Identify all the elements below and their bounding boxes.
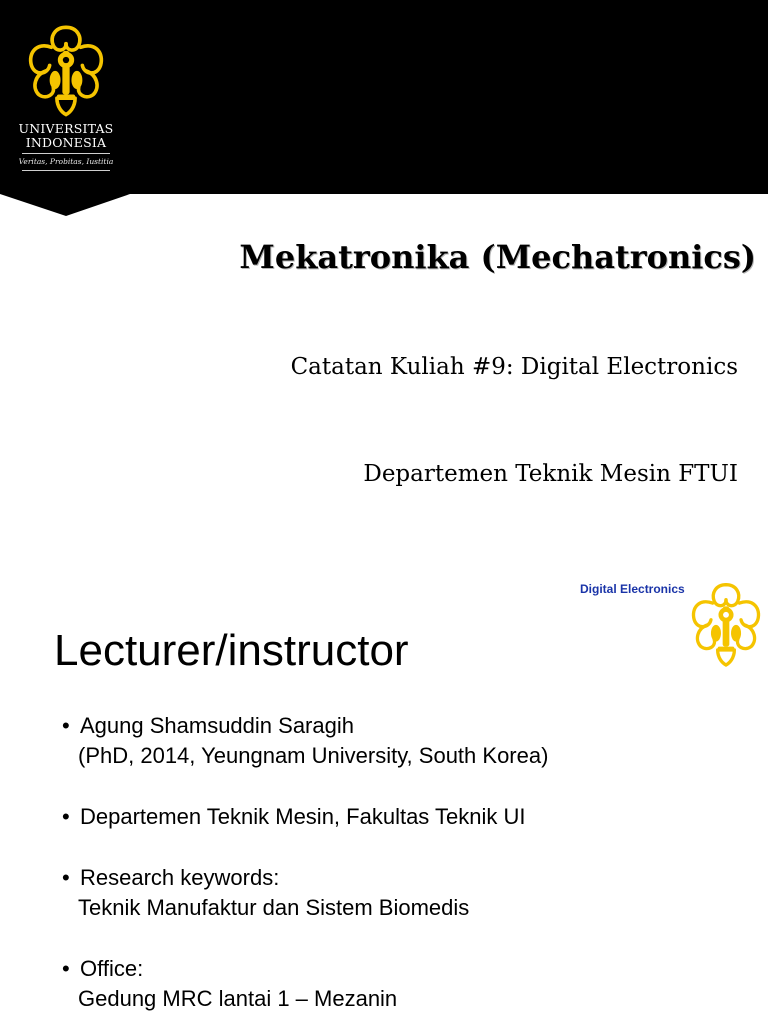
bullet-dot-icon: •	[62, 956, 70, 981]
slide-title: Lecturer/instructor	[54, 626, 409, 675]
bullet-dot-icon: •	[62, 865, 70, 890]
university-name-line2: INDONESIA	[25, 135, 107, 150]
lecture-subtitle: Catatan Kuliah #9: Digital Electronics	[290, 354, 738, 380]
logo-divider	[22, 153, 110, 154]
university-crest-icon	[20, 20, 112, 120]
bullet-text: Departemen Teknik Mesin, Fakultas Teknik UI	[80, 804, 526, 829]
bullet-detail: Teknik Manufaktur dan Sistem Biomedis	[78, 895, 470, 920]
bullet-text: Office:	[80, 956, 144, 981]
list-item	[62, 802, 752, 832]
department-label: Departemen Teknik Mesin FTUI	[363, 461, 738, 487]
slide-header-label: Digital Electronics	[580, 582, 685, 596]
bullet-detail: Gedung MRC lantai 1 – Mezanin	[78, 986, 398, 1011]
university-name-line1: UNIVERSITAS	[18, 121, 114, 136]
bullet-text: Research keywords:	[80, 865, 280, 890]
bullet-detail: (PhD, 2014, Yeungnam University, South Korea)	[78, 743, 549, 768]
bullet-dot-icon: •	[62, 713, 70, 738]
university-motto: Veritas, Probitas, Iustitia	[18, 157, 114, 166]
university-crest-icon	[684, 578, 768, 670]
bullet-dot-icon: •	[62, 804, 70, 829]
list-item	[62, 863, 752, 923]
bullet-text: Agung Shamsuddin Saragih	[80, 713, 354, 738]
list-item	[62, 711, 752, 771]
university-logo-tab	[0, 0, 130, 216]
logo-divider	[22, 170, 110, 171]
bullet-list	[62, 711, 752, 1024]
lecturer-slide	[0, 576, 768, 1024]
list-item	[62, 954, 752, 1014]
course-title: Mekatronika (Mechatronics)	[239, 238, 756, 276]
